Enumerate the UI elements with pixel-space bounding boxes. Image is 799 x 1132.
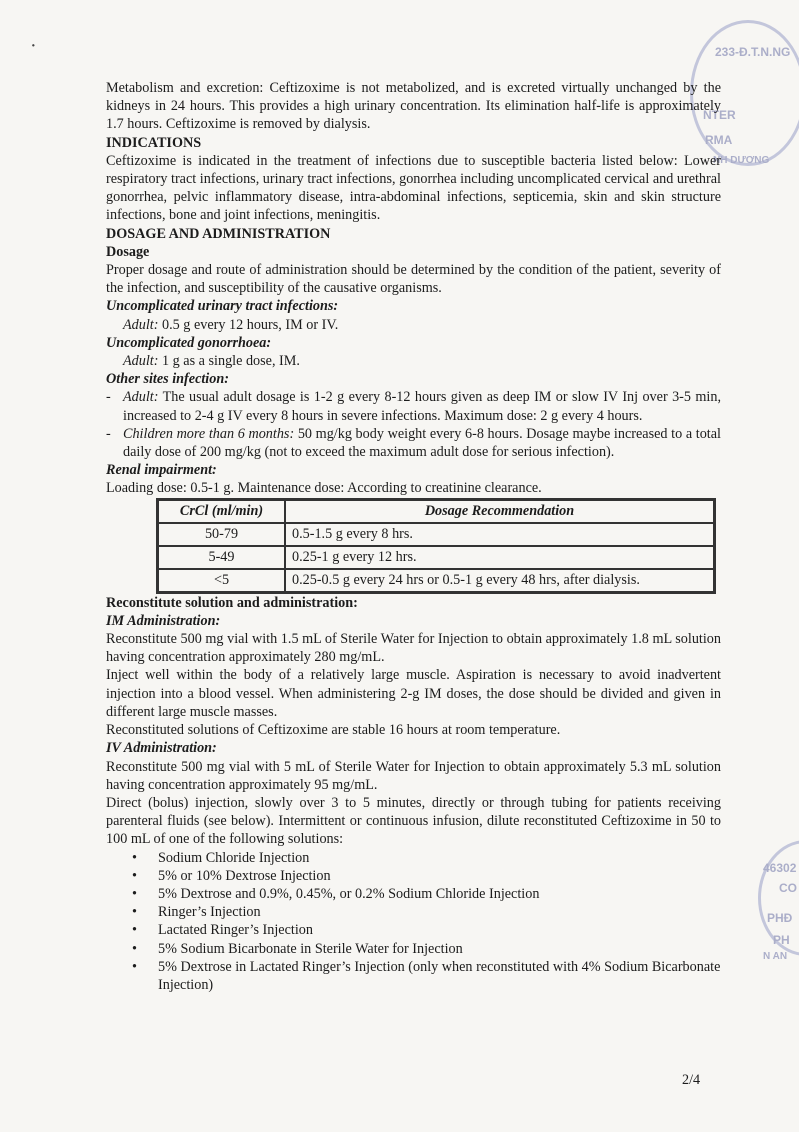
uti-dose: Adult: 0.5 g every 12 hours, IM or IV. — [123, 316, 339, 333]
list-item: • 5% Dextrose in Lactated Ringer’s Injection (only when reconstituted with 4% Sodium Bicarbonate Injection) — [158, 958, 721, 994]
list-item: • 5% Sodium Bicarbonate in Sterile Water for Injection — [158, 940, 721, 958]
dosage-administration-heading: DOSAGE AND ADMINISTRATION — [106, 225, 331, 242]
list-item: • Ringer’s Injection — [158, 903, 721, 921]
renal-dosage-table — [156, 498, 716, 594]
solutions-list — [106, 849, 721, 995]
table-cell: 50-79 — [158, 523, 285, 546]
table-header: Dosage Recommendation — [285, 500, 714, 523]
list-item: • 5% or 10% Dextrose Injection — [158, 867, 721, 885]
im-paragraph-1: Reconstitute 500 mg vial with 1.5 mL of Sterile Water for Injection to obtain approximately 1.8 mL solution having concentration approximately 280 mg/mL. — [106, 631, 721, 666]
gonorrhoea-heading: Uncomplicated gonorrhoea: — [106, 334, 272, 351]
iv-paragraph-1: Reconstitute 500 mg vial with 5 mL of Sterile Water for Injection to obtain approximately 5.3 mL solution having concentration approximately 95 mg/mL. — [106, 758, 721, 793]
list-item: • Lactated Ringer’s Injection — [158, 921, 721, 939]
table-cell: <5 — [158, 569, 285, 592]
other-sites-heading: Other sites infection: — [106, 371, 229, 388]
other-sites-adult: - Adult: The usual adult dosage is 1-2 g every 8-12 hours given as deep IM or slow IV Inj over 3-5 min, increased to 2-4 g IV every 8 hours in severe infections. Maximum dose: 2 g every 4 hours. — [106, 389, 721, 424]
table-cell: 0.25-0.5 g every 24 hrs or 0.5-1 g every 48 hrs, after dialysis. — [285, 569, 714, 592]
table-row — [158, 569, 714, 592]
table-cell: 0.25-1 g every 12 hrs. — [285, 546, 714, 569]
company-seal-bottom: 46302 CO PHĐ PH N AN — [758, 840, 799, 956]
reconstitute-heading: Reconstitute solution and administration: — [106, 594, 358, 611]
table-row — [158, 546, 714, 569]
iv-paragraph-2: Direct (bolus) injection, slowly over 3 to 5 minutes, directly or through tubing for patients receiving parenteral fluids (see below). Intermittent or continuous infusion, dilute reconstituted Ceftizoxime in 50 to 100 mL of one of the following solutions: — [106, 794, 721, 848]
table-header-row — [158, 500, 714, 523]
im-paragraph-2: Inject well within the body of a relatively large muscle. Aspiration is necessary to avoid inadvertent injection into a blood vessel. When administering 2-g IM doses, the dose should be divided and given in different large muscle masses. — [106, 667, 721, 720]
indications-paragraph: Ceftizoxime is indicated in the treatment of infections due to susceptible bacteria listed below: Lower respiratory tract infections, urinary tract infections, gonorrhea including uncomplicated cervical and urethral gonorrhea, pelvic inflammatory disease, intra-abdominal infections, septicemia, skin and skin structure infections, bone and joint infections, meningitis. — [106, 152, 721, 224]
list-item: • 5% Dextrose and 0.9%, 0.45%, or 0.2% Sodium Chloride Injection — [158, 885, 721, 903]
renal-heading: Renal impairment: — [106, 462, 217, 479]
renal-paragraph: Loading dose: 0.5-1 g. Maintenance dose: According to creatinine clearance. — [106, 480, 542, 497]
metabolism-paragraph: Metabolism and excretion: Ceftizoxime is not metabolized, and is excreted virtually unchanged by the kidneys in 24 hours. This provides a high urinary concentration. Its elimination half-life is approximately 1.7 hours. Ceftizoxime is removed by dialysis. — [106, 80, 721, 133]
other-sites-children: - Children more than 6 months: 50 mg/kg body weight every 6-8 hours. Dosage maybe increased to a total daily dose of 200 mg/kg (not to exceed the maximum adult dose for serious infection). — [106, 425, 721, 461]
dosage-paragraph: Proper dosage and route of administration should be determined by the condition of the patient, severity of the infection, and susceptibility of the causative organisms. — [106, 262, 721, 297]
list-item: • Sodium Chloride Injection — [158, 849, 721, 867]
dosage-subheading: Dosage — [106, 243, 150, 260]
uti-heading: Uncomplicated urinary tract infections: — [106, 298, 339, 315]
company-seal-top: 233-Đ.T.N.NG NTER RMA NH DƯƠNG — [690, 20, 799, 166]
iv-administration-heading: IV Administration: — [106, 740, 217, 757]
table-cell: 0.5-1.5 g every 8 hrs. — [285, 523, 714, 546]
table-cell: 5-49 — [158, 546, 285, 569]
scan-mark: · — [30, 35, 37, 57]
table-header: CrCl (ml/min) — [158, 500, 285, 523]
page-number: 2/4 — [682, 1072, 701, 1088]
im-paragraph-3: Reconstituted solutions of Ceftizoxime are stable 16 hours at room temperature. — [106, 722, 561, 739]
table-row — [158, 523, 714, 546]
indications-heading: INDICATIONS — [106, 134, 202, 151]
im-administration-heading: IM Administration: — [106, 612, 221, 629]
gonorrhoea-dose: Adult: 1 g as a single dose, IM. — [123, 353, 300, 370]
document-page — [106, 79, 721, 994]
